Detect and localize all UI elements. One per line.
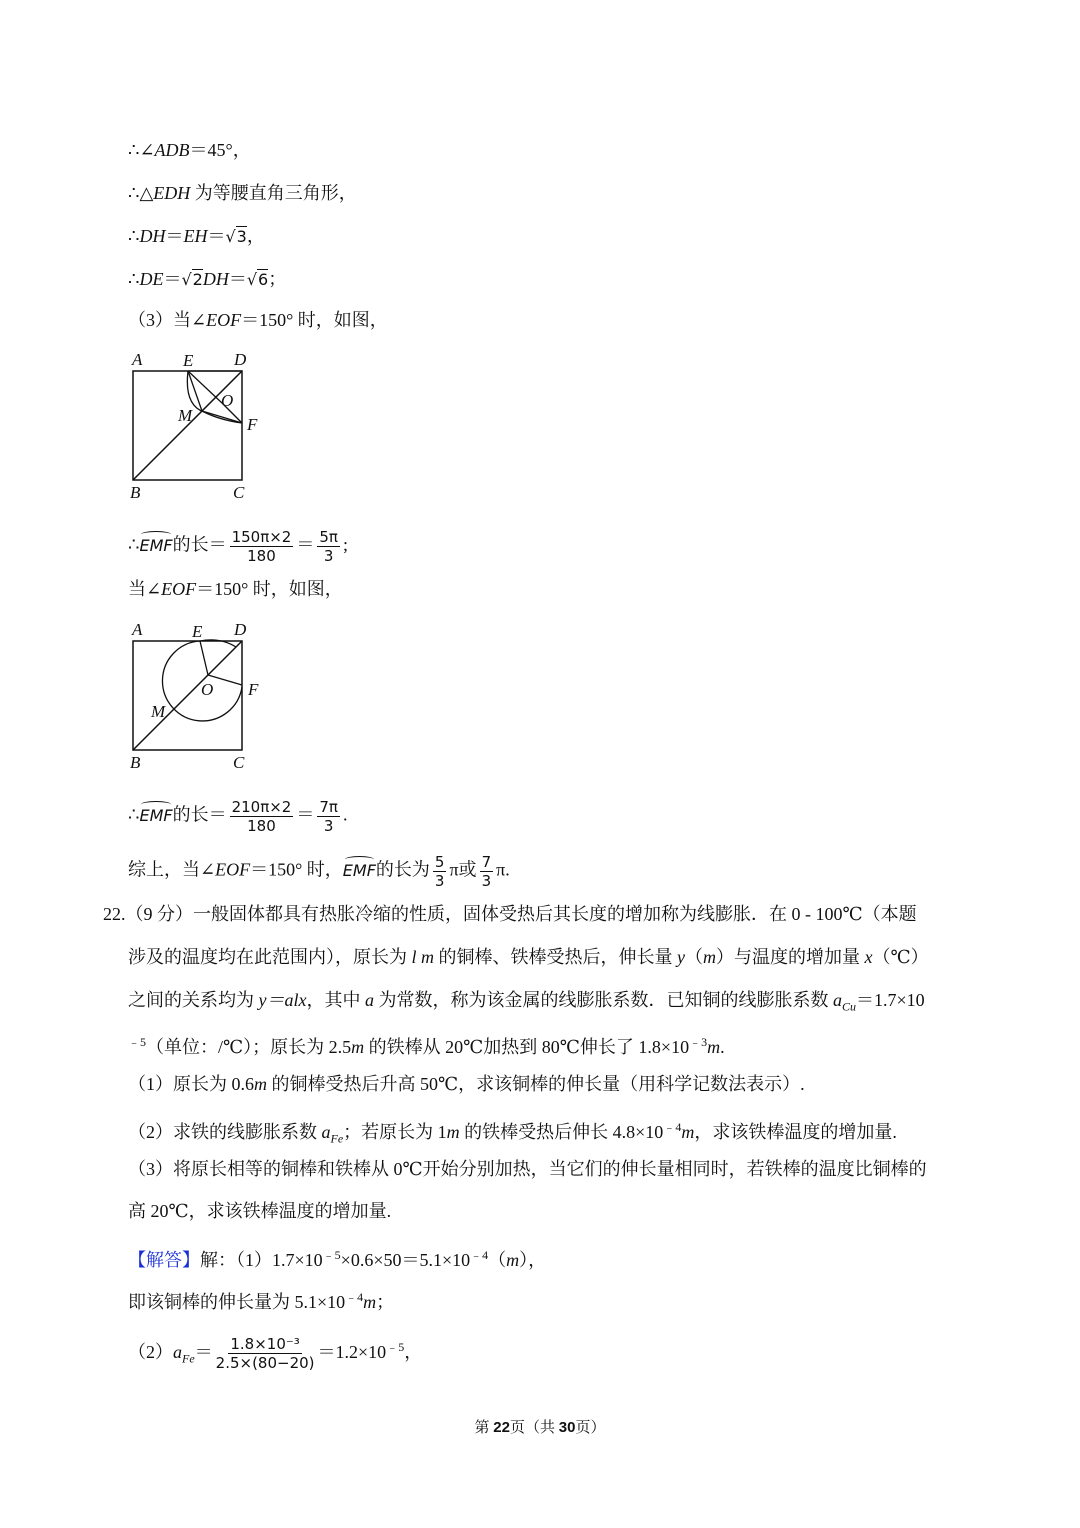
text: ， <box>246 226 265 246</box>
sqrt-symbol: √ <box>225 227 236 246</box>
text: ＝ <box>296 534 315 555</box>
answer-line-2 <box>128 1285 394 1314</box>
question-22-text <box>128 988 925 1019</box>
label-b: B <box>130 753 141 772</box>
text: ∴ <box>128 269 140 289</box>
var: ADB <box>154 140 190 160</box>
text: （℃） <box>872 947 929 967</box>
text: ＝ <box>165 226 184 246</box>
label-f: F <box>247 415 258 434</box>
var: a <box>173 1342 182 1362</box>
line-case3 <box>128 308 388 332</box>
label-e: E <box>183 351 194 370</box>
text: ; <box>342 534 348 555</box>
text: ）， <box>519 1250 547 1270</box>
var: EH <box>183 226 208 246</box>
fraction <box>230 528 294 565</box>
text: ∴ <box>128 804 140 825</box>
exponent: ﹣5 <box>386 1340 405 1354</box>
text: ∴∠ <box>128 140 155 160</box>
text: ＝45°， <box>189 140 251 160</box>
var: DH <box>139 226 166 246</box>
text: ＝150° 时， <box>250 859 343 880</box>
var: DE <box>139 269 164 289</box>
text: ； <box>268 269 287 289</box>
exponent: ﹣4 <box>663 1120 682 1134</box>
exponent: ﹣4 <box>345 1290 364 1304</box>
text: ，其中 <box>306 990 365 1010</box>
page-footer <box>0 1416 1080 1437</box>
text: ＝1.7×10 <box>856 990 925 1010</box>
numerator: 150π×2 <box>231 528 292 546</box>
text: 之间的关系均为 <box>128 990 259 1010</box>
denominator: 3 <box>323 547 334 565</box>
answer-line-1 <box>128 1243 546 1272</box>
text: 的长＝ <box>172 804 227 825</box>
label-c: C <box>233 753 245 772</box>
sub-question-1 <box>128 1072 805 1096</box>
numerator: 1.8×10⁻³ <box>230 1335 300 1354</box>
var: l m <box>411 947 434 967</box>
label-o: O <box>201 680 214 699</box>
var: m <box>446 1122 460 1142</box>
text: ＝ <box>163 269 182 289</box>
text: ∴ <box>128 534 140 555</box>
label-a: A <box>132 350 143 369</box>
var: m <box>363 1292 377 1312</box>
text: ）与温度的增加量 <box>716 947 865 967</box>
text: 的铁棒从 20℃加热到 80℃伸长了 1.8×10 <box>364 1037 690 1057</box>
denominator: 3 <box>481 872 492 890</box>
var: a <box>364 990 374 1010</box>
line-arc-length-2 <box>128 798 347 835</box>
text: 即该铜棒的伸长量为 5.1×10 <box>128 1292 346 1312</box>
label-o: O <box>221 391 234 410</box>
line-arc-length-1 <box>128 528 348 565</box>
page-number: 22 <box>493 1419 510 1436</box>
numerator: 210π×2 <box>231 798 292 816</box>
var: a <box>321 1122 331 1142</box>
fraction <box>317 528 340 565</box>
text: （2）求铁的线膨胀系数 <box>128 1122 322 1142</box>
text: π. <box>496 859 510 880</box>
answer-tag: 【解答】 <box>128 1250 200 1270</box>
text: 涉及的温度均在此范围内），原长为 <box>128 947 412 967</box>
line-case-other <box>128 577 343 601</box>
text: ＝ <box>228 269 247 289</box>
question-22-text <box>128 945 929 969</box>
text: 的铜棒、铁棒受热后，伸长量 <box>434 947 677 967</box>
numerator: 7 <box>481 853 492 871</box>
text: . <box>342 804 348 825</box>
text: ＝ <box>194 1342 213 1362</box>
text: ∴△ <box>128 183 154 203</box>
text: ＝1.2×10 <box>317 1342 387 1362</box>
sqrt-symbol: √ <box>246 270 258 289</box>
text: 的长为 <box>375 859 430 880</box>
text: ＝150° 时，如图， <box>196 579 343 599</box>
var: m <box>254 1074 267 1094</box>
var: x <box>864 947 873 967</box>
question-22-text <box>128 1030 725 1059</box>
var: EDH <box>153 183 191 203</box>
label-d: D <box>234 350 247 369</box>
denominator: 180 <box>247 817 276 835</box>
text: 的长＝ <box>172 534 227 555</box>
exponent: ﹣5 <box>322 1248 341 1262</box>
denominator: 3 <box>434 872 445 890</box>
text: ＝ <box>296 804 315 825</box>
label-f: F <box>248 680 259 699</box>
label-b: B <box>130 483 141 502</box>
subscript: Fe <box>182 1351 195 1366</box>
var: DH <box>202 269 229 289</box>
text: π或 <box>449 859 477 880</box>
denominator: 2.5×(80−20) <box>215 1354 315 1373</box>
arc-emf: EMF <box>139 804 172 828</box>
radicand: 2 <box>192 270 203 289</box>
question-22-text: 22.（9 分）一般固体都具有热胀冷缩的性质，固体受热后其长度的增加称为线膨胀．在 0 - 100℃（本题 <box>103 904 917 924</box>
var: y <box>677 947 685 967</box>
text: ×0.6×50＝5.1×10 <box>340 1250 471 1270</box>
radicand: 3 <box>236 227 247 246</box>
label-c: C <box>233 483 245 502</box>
var: m <box>681 1122 695 1142</box>
var: EOF <box>161 579 197 599</box>
text: 页） <box>575 1420 606 1436</box>
fraction <box>230 798 294 835</box>
arc-emf: EMF <box>343 859 376 883</box>
text: ＝ <box>207 226 226 246</box>
var: m <box>703 947 716 967</box>
text: ∴ <box>128 226 140 246</box>
text: ，求该铁棒温度的增加量. <box>694 1122 897 1142</box>
fraction <box>216 1335 315 1372</box>
fraction <box>317 798 340 835</box>
label-e: E <box>192 622 203 641</box>
answer-line-3 <box>128 1335 422 1372</box>
text: 解：（1）1.7×10 <box>200 1250 323 1270</box>
text: 综上，当∠ <box>128 859 216 880</box>
text: （单位：/℃）；原长为 2.5 <box>146 1037 352 1057</box>
line-angle-adb <box>128 138 251 162</box>
text: . <box>720 1037 725 1057</box>
radicand: 6 <box>258 270 269 289</box>
var: m <box>351 1037 365 1057</box>
var: a <box>832 990 842 1010</box>
var: m <box>506 1250 520 1270</box>
subscript: Fe <box>330 1131 344 1146</box>
label-a: A <box>132 620 143 639</box>
text: 为常数，称为该金属的线膨胀系数．已知铜的线膨胀系数 <box>373 990 833 1010</box>
geometry-figure-1 <box>120 345 270 505</box>
line-summary <box>128 853 510 890</box>
text: ， <box>404 1342 423 1362</box>
text: 的铜棒受热后升高 50℃，求该铜棒的伸长量（用科学记数法表示）. <box>267 1074 805 1094</box>
numerator: 7π <box>319 798 338 816</box>
var: m <box>707 1037 721 1057</box>
text: ； <box>376 1292 395 1312</box>
fraction <box>433 853 447 890</box>
text: （ <box>685 947 703 967</box>
text: 为等腰直角三角形， <box>190 183 357 203</box>
sqrt-symbol: √ <box>181 270 192 289</box>
numerator: 5 <box>434 853 445 871</box>
exponent: ﹣4 <box>470 1248 489 1262</box>
fraction <box>480 853 494 890</box>
denominator: 3 <box>323 817 334 835</box>
exponent: ﹣3 <box>689 1035 708 1049</box>
text: （3）当∠ <box>128 310 207 330</box>
text: （ <box>488 1250 507 1270</box>
total-pages: 30 <box>558 1419 576 1436</box>
line-edh-triangle <box>128 181 357 205</box>
var: EOF <box>215 859 251 880</box>
label-m: M <box>178 406 193 425</box>
text: ＝150° 时，如图， <box>241 310 388 330</box>
line-de <box>128 267 286 292</box>
denominator: 180 <box>247 547 276 565</box>
geometry-figure-2 <box>120 615 270 775</box>
sub-question-3-cont: 高 20℃，求该铁棒温度的增加量. <box>128 1201 392 1221</box>
formula: y＝alx <box>258 990 307 1010</box>
text: ；若原长为 1 <box>343 1122 447 1142</box>
sub-question-2 <box>128 1115 897 1151</box>
var: EOF <box>206 310 242 330</box>
text: 当∠ <box>128 579 162 599</box>
text: （2） <box>128 1342 173 1362</box>
label-d: D <box>234 620 247 639</box>
text: 页（共 <box>509 1420 559 1436</box>
exponent: ﹣5 <box>128 1035 147 1049</box>
sub-question-3: （3）将原长相等的铜棒和铁棒从 0℃开始分别加热，当它们的伸长量相同时，若铁棒的温度比铜棒的 <box>128 1159 927 1179</box>
text: （1）原长为 0.6 <box>128 1074 254 1094</box>
subscript: Cu <box>841 999 856 1014</box>
text: 第 <box>474 1420 494 1436</box>
text: 的铁棒受热后伸长 4.8×10 <box>459 1122 664 1142</box>
numerator: 5π <box>319 528 338 546</box>
arc-emf: EMF <box>139 534 172 558</box>
line-dh-eh <box>128 224 265 249</box>
label-m: M <box>151 702 166 721</box>
